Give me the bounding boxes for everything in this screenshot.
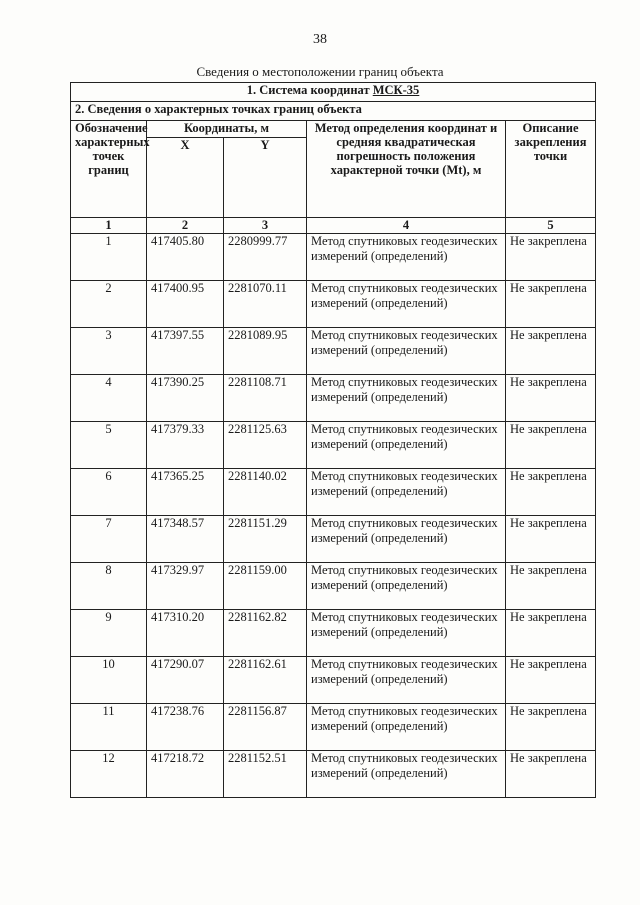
method-cell: Метод спутниковых геодезических измерений (определений) [307,751,506,798]
document-heading: Сведения о местоположении границ объекта [196,64,444,79]
column-number: 3 [224,218,307,234]
y-coordinate-cell: 2281108.71 [224,375,307,422]
point-id-cell: 2 [71,281,147,328]
x-coordinate-cell: 417290.07 [147,657,224,704]
table-row [71,751,596,798]
table-row [71,657,596,704]
description-cell: Не закреплена [506,516,596,563]
method-cell: Метод спутниковых геодезических измерений (определений) [307,563,506,610]
x-coordinate-cell: 417365.25 [147,469,224,516]
y-coordinate-cell: 2281152.51 [224,751,307,798]
x-coordinate-cell: 417329.97 [147,563,224,610]
table-row [71,422,596,469]
table-row [71,234,596,281]
x-coordinate-cell: 417405.80 [147,234,224,281]
description-cell: Не закреплена [506,328,596,375]
x-coordinate-cell: 417379.33 [147,422,224,469]
y-coordinate-cell: 2281162.82 [224,610,307,657]
y-coordinate-cell: 2281156.87 [224,704,307,751]
table-row [71,328,596,375]
table-row [71,281,596,328]
header-row-1 [71,121,596,138]
table-row [71,469,596,516]
x-coordinate-cell: 417218.72 [147,751,224,798]
description-cell: Не закреплена [506,281,596,328]
y-coordinate-cell: 2281151.29 [224,516,307,563]
header-description: Описание закрепления точки [506,121,596,218]
y-coordinate-cell: 2280999.77 [224,234,307,281]
method-cell: Метод спутниковых геодезических измерений (определений) [307,469,506,516]
point-id-cell: 9 [71,610,147,657]
table-body [71,234,596,798]
column-number: 1 [71,218,147,234]
table-row [71,516,596,563]
description-cell: Не закреплена [506,751,596,798]
description-cell: Не закреплена [506,469,596,516]
coordinate-system-prefix: 1. Система координат [246,83,370,97]
method-cell: Метод спутниковых геодезических измерений (определений) [307,422,506,469]
x-coordinate-cell: 417390.25 [147,375,224,422]
point-id-cell: 6 [71,469,147,516]
point-id-cell: 12 [71,751,147,798]
y-coordinate-cell: 2281162.61 [224,657,307,704]
section-title: 2. Сведения о характерных точках границ объекта [71,102,596,121]
description-cell: Не закреплена [506,375,596,422]
header-point-designation: Обозначение характерных точек границ [71,121,147,218]
column-number-row [71,218,596,234]
description-cell: Не закреплена [506,704,596,751]
coordinate-system-code: МСК-35 [372,83,420,97]
boundary-points-table [70,82,596,798]
description-cell: Не закреплена [506,610,596,657]
x-coordinate-cell: 417400.95 [147,281,224,328]
y-coordinate-cell: 2281125.63 [224,422,307,469]
description-cell: Не закреплена [506,657,596,704]
point-id-cell: 4 [71,375,147,422]
table-row [71,704,596,751]
method-cell: Метод спутниковых геодезических измерений (определений) [307,516,506,563]
method-cell: Метод спутниковых геодезических измерений (определений) [307,281,506,328]
point-id-cell: 5 [71,422,147,469]
point-id-cell: 1 [71,234,147,281]
x-coordinate-cell: 417348.57 [147,516,224,563]
x-coordinate-cell: 417238.76 [147,704,224,751]
y-coordinate-cell: 2281089.95 [224,328,307,375]
y-coordinate-cell: 2281140.02 [224,469,307,516]
description-cell: Не закреплена [506,563,596,610]
table-row [71,375,596,422]
description-cell: Не закреплена [506,234,596,281]
section-title-row [71,102,596,121]
header-coordinates: Координаты, м [147,121,307,138]
method-cell: Метод спутниковых геодезических измерений (определений) [307,375,506,422]
method-cell: Метод спутниковых геодезических измерений (определений) [307,234,506,281]
coordinate-system-row [71,83,596,102]
point-id-cell: 10 [71,657,147,704]
column-number: 5 [506,218,596,234]
point-id-cell: 8 [71,563,147,610]
header-method: Метод определения координат и средняя квадратическая погрешность положения характерной точки (Mt), м [307,121,506,218]
point-id-cell: 3 [71,328,147,375]
point-id-cell: 11 [71,704,147,751]
description-cell: Не закреплена [506,422,596,469]
column-number: 2 [147,218,224,234]
x-coordinate-cell: 417397.55 [147,328,224,375]
method-cell: Метод спутниковых геодезических измерений (определений) [307,610,506,657]
column-number: 4 [307,218,506,234]
method-cell: Метод спутниковых геодезических измерений (определений) [307,657,506,704]
page-number: 38 [313,32,327,47]
y-coordinate-cell: 2281159.00 [224,563,307,610]
point-id-cell: 7 [71,516,147,563]
header-x: X [147,138,224,218]
method-cell: Метод спутниковых геодезических измерений (определений) [307,328,506,375]
x-coordinate-cell: 417310.20 [147,610,224,657]
table-row [71,610,596,657]
coordinate-system-cell [71,83,596,102]
y-coordinate-cell: 2281070.11 [224,281,307,328]
method-cell: Метод спутниковых геодезических измерений (определений) [307,704,506,751]
table-row [71,563,596,610]
header-y: Y [224,138,307,218]
